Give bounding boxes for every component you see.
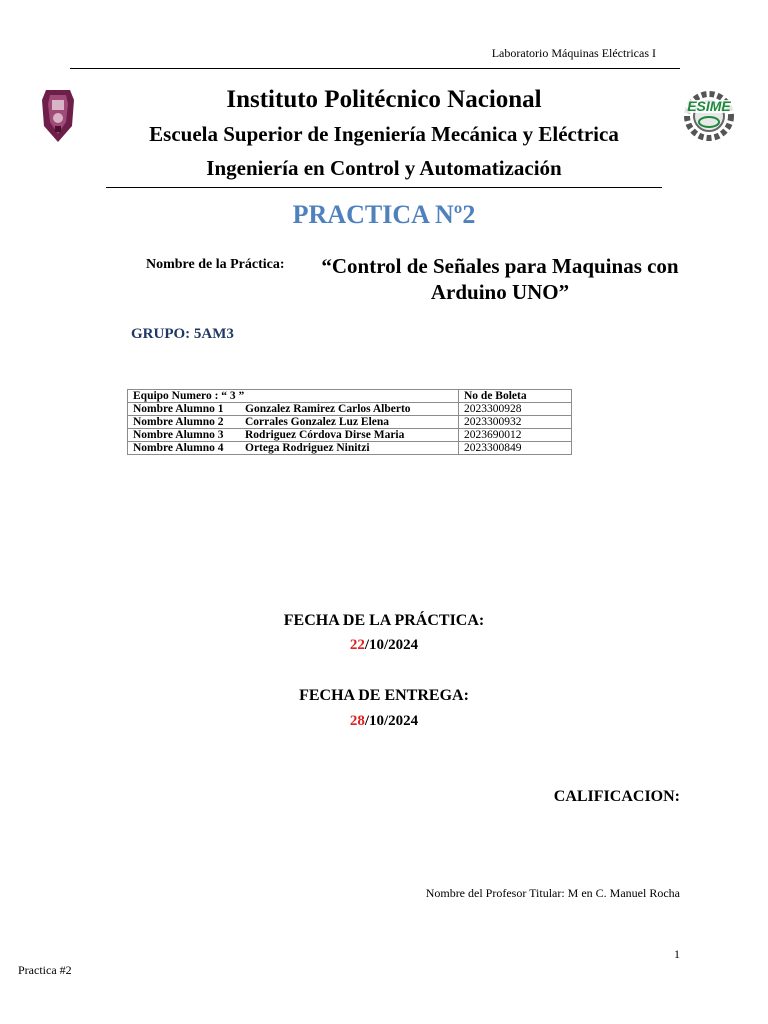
table-row	[128, 416, 572, 429]
student-boleta: 2023300849	[459, 442, 572, 455]
student-label: Nombre Alumno 3	[133, 429, 224, 441]
table-row	[128, 403, 572, 416]
title-divider	[106, 187, 662, 188]
student-label: Nombre Alumno 4	[133, 442, 224, 454]
boleta-header: No de Boleta	[459, 390, 572, 403]
student-boleta: 2023690012	[459, 429, 572, 442]
institution-name: Instituto Politécnico Nacional	[226, 86, 542, 113]
practice-date-day: 22	[349, 637, 365, 653]
student-name: Ortega Rodriguez Ninitzi	[245, 442, 370, 454]
student-name: Gonzalez Ramirez Carlos Alberto	[245, 403, 411, 415]
footer-text: Practica #2	[18, 963, 72, 977]
header-divider	[70, 68, 680, 69]
practice-date-value	[0, 637, 768, 654]
delivery-date-day: 28	[349, 713, 365, 729]
practice-name-value: “Control de Señales para Maquinas con Arduino UNO”	[321, 254, 679, 304]
team-table	[127, 389, 572, 455]
student-label: Nombre Alumno 1	[133, 403, 224, 415]
student-boleta: 2023300928	[459, 403, 572, 416]
student-name: Corrales Gonzalez Luz Elena	[245, 416, 390, 428]
practice-date-rest: /10/2024	[364, 637, 419, 653]
student-boleta: 2023300932	[459, 416, 572, 429]
professor-name: Nombre del Profesor Titular: M en C. Manuel Rocha	[425, 886, 680, 900]
student-label: Nombre Alumno 2	[133, 416, 224, 428]
delivery-date-value	[0, 713, 768, 730]
practice-date-label: FECHA DE LA PRÁCTICA:	[283, 612, 485, 629]
student-name: Rodriguez Córdova Dirse Maria	[245, 429, 405, 441]
table-row	[128, 442, 572, 455]
team-number-header: Equipo Numero : “ 3 ”	[128, 390, 459, 403]
school-name: Escuela Superior de Ingeniería Mecánica y Eléctrica	[149, 122, 619, 146]
page-number: 1	[674, 947, 680, 961]
grade-label: CALIFICACION:	[553, 788, 680, 805]
table-row	[128, 429, 572, 442]
esime-logo-text: ESIME	[687, 98, 731, 114]
career-name: Ingeniería en Control y Automatización	[206, 156, 562, 180]
table-header-row	[128, 390, 572, 403]
delivery-date-label: FECHA DE ENTREGA:	[299, 687, 469, 704]
delivery-date-rest: /10/2024	[364, 713, 419, 729]
practice-name-label: Nombre de la Práctica:	[146, 257, 285, 272]
practice-number: PRACTICA Nº2	[292, 200, 476, 229]
lab-header: Laboratorio Máquinas Eléctricas I	[491, 46, 656, 60]
group-label: GRUPO: 5AM3	[131, 326, 234, 342]
